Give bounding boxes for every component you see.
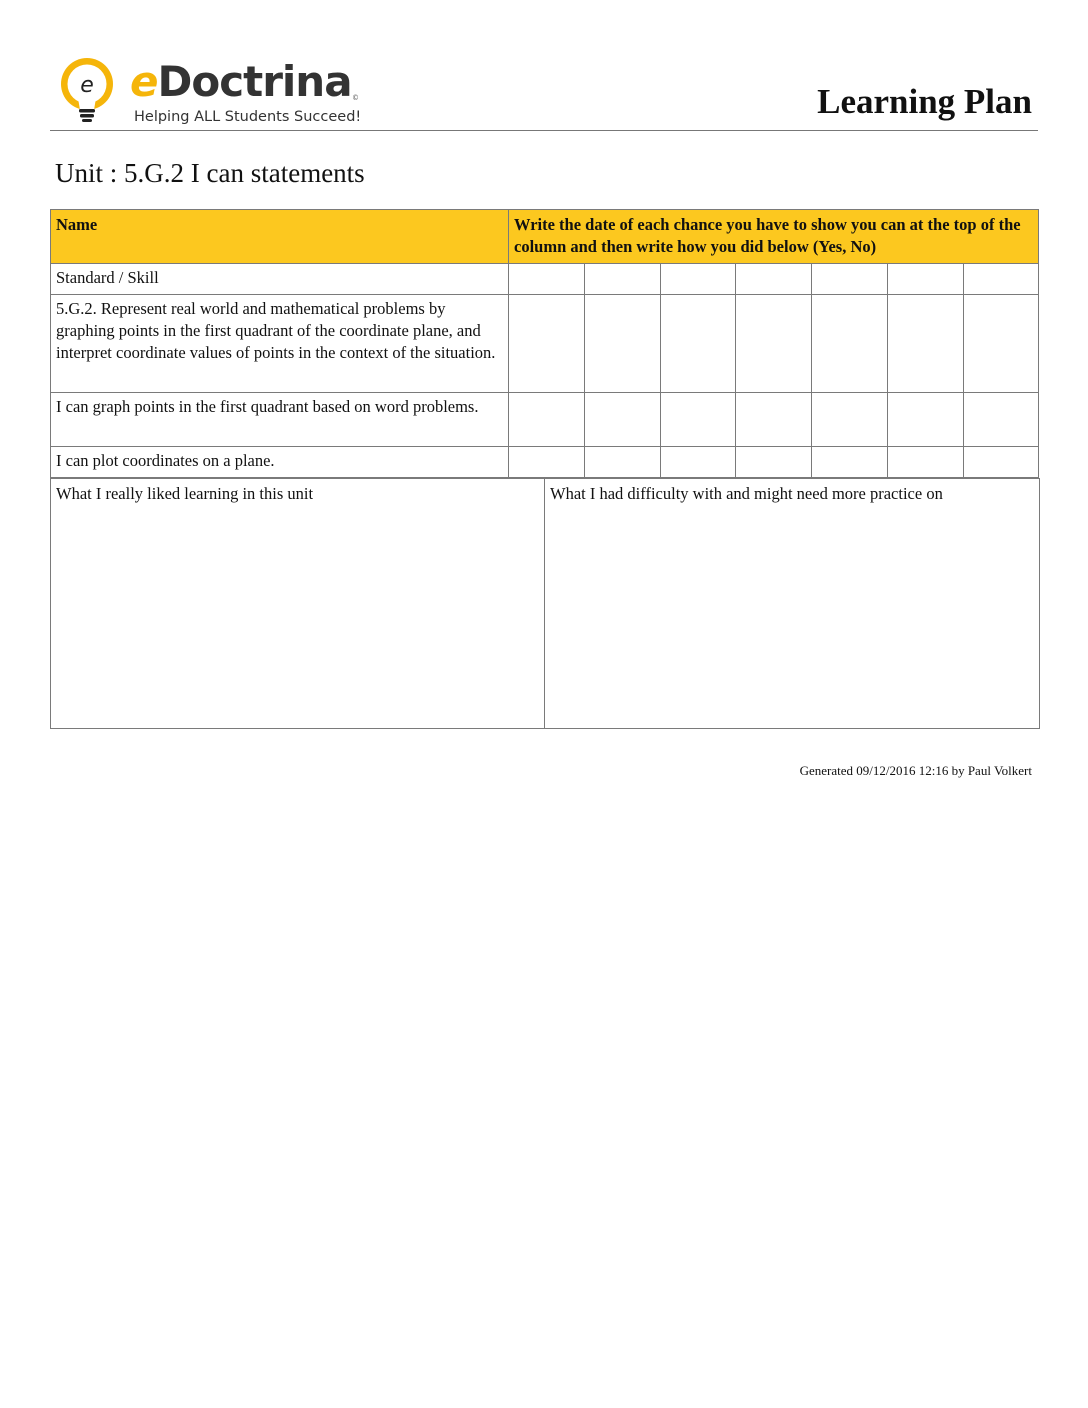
result-cell[interactable] (736, 295, 812, 393)
learning-plan-table (50, 209, 1039, 478)
date-cell[interactable] (812, 264, 888, 295)
table-row (51, 264, 1039, 295)
table-row (51, 393, 1039, 447)
result-cell[interactable] (660, 447, 736, 478)
result-cell[interactable] (509, 295, 585, 393)
logo-tagline: Helping ALL Students Succeed! (134, 109, 362, 125)
date-cell[interactable] (584, 264, 660, 295)
brand-e: e (130, 57, 158, 106)
result-cell[interactable] (584, 295, 660, 393)
edoctrina-logo (56, 54, 376, 128)
result-cell[interactable] (812, 447, 888, 478)
difficulty-box[interactable]: What I had difficulty with and might need more practice on (545, 479, 1040, 729)
name-header-cell: Name (51, 210, 509, 264)
result-cell[interactable] (660, 295, 736, 393)
trademark-mark: © (352, 94, 359, 102)
result-cell[interactable] (509, 447, 585, 478)
instructions-header-cell: Write the date of each chance you have to show you can at the top of the column and then write how you did below (Yes, No) (509, 210, 1039, 264)
result-cell[interactable] (812, 393, 888, 447)
date-cell[interactable] (736, 264, 812, 295)
date-cell[interactable] (660, 264, 736, 295)
date-cell[interactable] (509, 264, 585, 295)
date-cell[interactable] (963, 264, 1038, 295)
row-label: Standard / Skill (51, 264, 509, 295)
result-cell[interactable] (963, 393, 1038, 447)
row-label: 5.G.2. Represent real world and mathematical problems by graphing points in the first quadrant of the coordinate plane, and interpret coordinate values of points in the context of the situation. (51, 295, 509, 393)
result-cell[interactable] (812, 295, 888, 393)
unit-heading: Unit : 5.G.2 I can statements (55, 158, 365, 188)
table-row (51, 447, 1039, 478)
reflection-table (50, 478, 1040, 729)
generated-footer: Generated 09/12/2016 12:16 by Paul Volkert (799, 763, 1032, 778)
result-cell[interactable] (509, 393, 585, 447)
result-cell[interactable] (887, 393, 963, 447)
page-header (50, 50, 1038, 132)
result-cell[interactable] (963, 295, 1038, 393)
row-label: I can plot coordinates on a plane. (51, 447, 509, 478)
lightbulb-icon (56, 54, 126, 128)
result-cell[interactable] (736, 393, 812, 447)
row-label: I can graph points in the first quadrant based on word problems. (51, 393, 509, 447)
date-cell[interactable] (887, 264, 963, 295)
result-cell[interactable] (584, 393, 660, 447)
result-cell[interactable] (584, 447, 660, 478)
result-cell[interactable] (887, 447, 963, 478)
brand-wordmark (130, 58, 352, 106)
liked-learning-box[interactable]: What I really liked learning in this unit (51, 479, 545, 729)
result-cell[interactable] (660, 393, 736, 447)
table-row (51, 295, 1039, 393)
header-divider (50, 130, 1038, 131)
bulb-letter: e (80, 73, 94, 98)
brand-rest: Doctrina (157, 57, 352, 106)
table-header-row (51, 210, 1039, 264)
result-cell[interactable] (736, 447, 812, 478)
result-cell[interactable] (963, 447, 1038, 478)
page-title: Learning Plan (817, 82, 1032, 121)
result-cell[interactable] (887, 295, 963, 393)
